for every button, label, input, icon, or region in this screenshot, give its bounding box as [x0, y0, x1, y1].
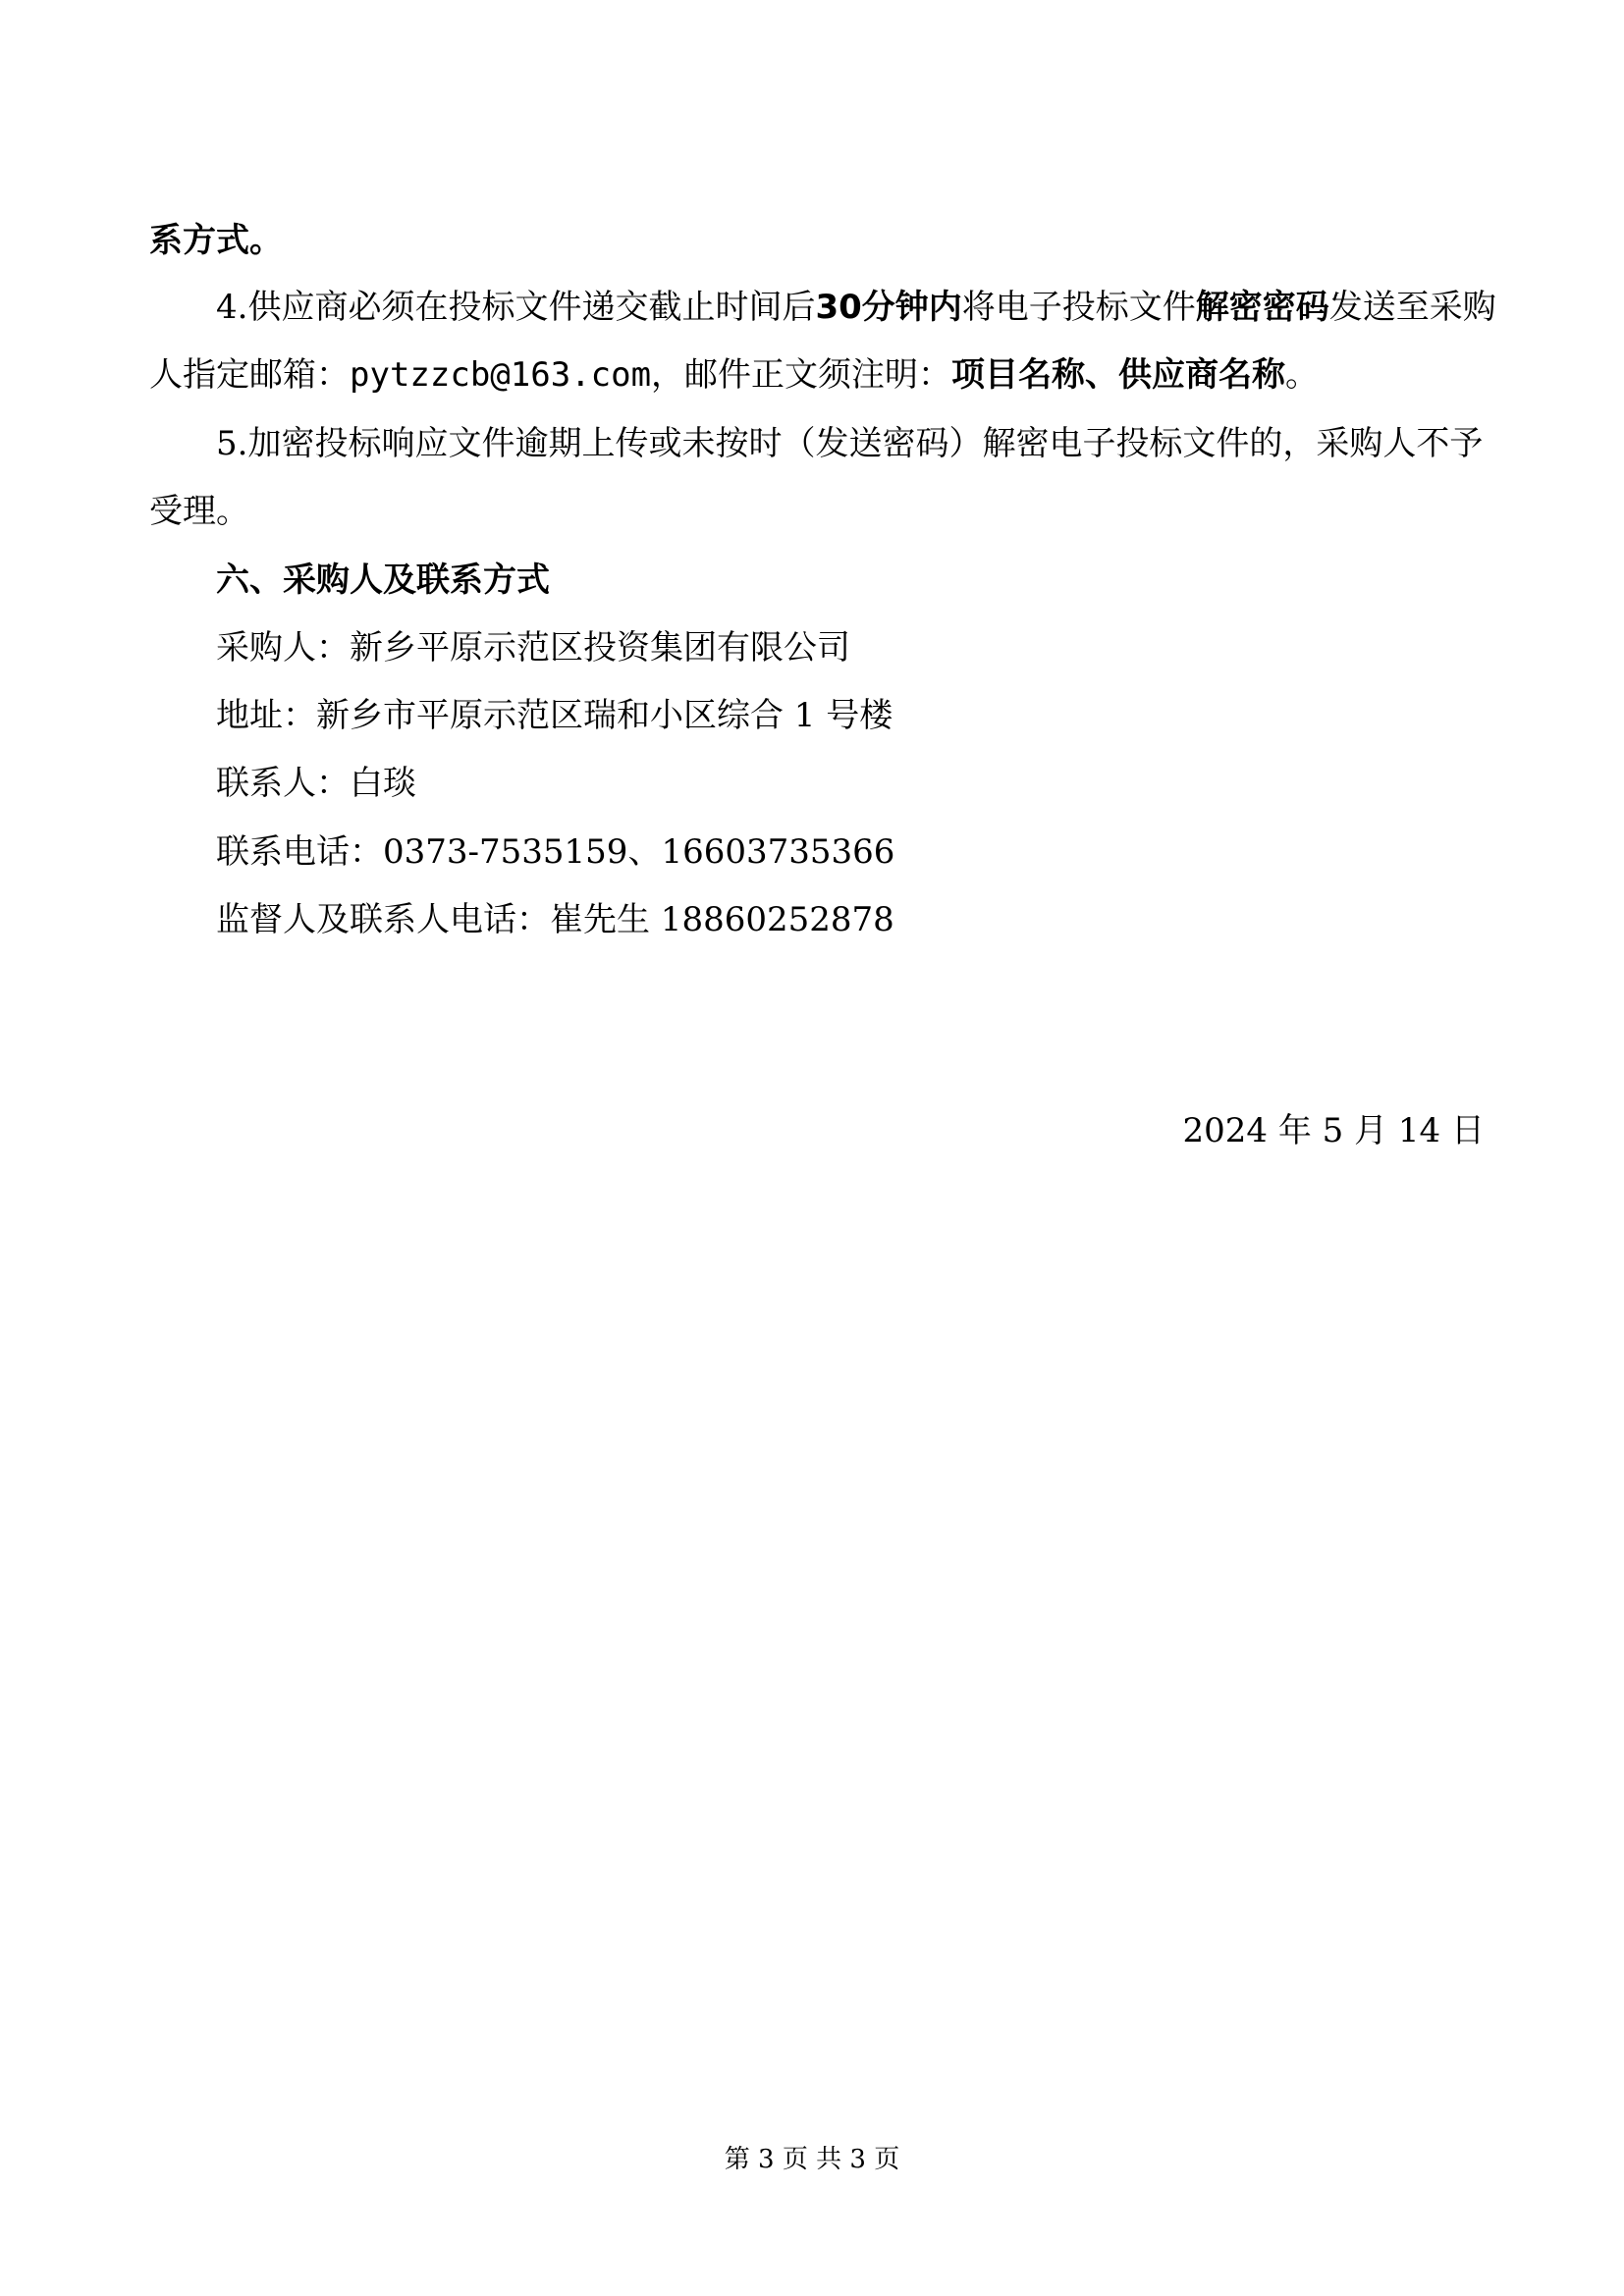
p4-bold-deadline: 30分钟内 [815, 288, 962, 327]
contact-address: 地址：新乡市平原示范区瑞和小区综合 1 号楼 [216, 696, 893, 735]
paragraph-5-line-1: 5.加密投标响应文件逾期上传或未按时（发送密码）解密电子投标文件的，采购人不予 [216, 424, 1484, 463]
section-heading: 六、采购人及联系方式 [216, 561, 550, 600]
p4-bold-password: 解密密码 [1195, 288, 1329, 327]
p4-text-3: 发送至采购 [1328, 288, 1496, 327]
p4-text-2: 将电子投标文件 [961, 288, 1196, 327]
paragraph-4-line-1 [216, 288, 1496, 327]
paragraph-continuation: 系方式。 [149, 221, 283, 260]
p4-line2-text-2: ，邮件正文须注明： [651, 355, 952, 395]
p4-line2-text-3: 。 [1285, 355, 1320, 395]
paragraph-4-line-2 [149, 355, 1485, 395]
contact-person: 联系人：白琰 [216, 764, 416, 803]
page-footer: 第 3 页 共 3 页 [724, 2145, 900, 2174]
email-address: pytzzcb@163.com [350, 355, 652, 395]
p4-text-1: 4.供应商必须在投标文件递交截止时间后 [216, 288, 816, 327]
contact-supervisor: 监督人及联系人电话：崔先生 18860252878 [216, 900, 894, 939]
p4-bold-required-fields: 项目名称、供应商名称 [951, 355, 1286, 395]
contact-purchaser: 采购人：新乡平原示范区投资集团有限公司 [216, 628, 850, 667]
paragraph-5-line-2: 受理。 [149, 492, 249, 531]
contact-phone: 联系电话：0373-7535159、16603735366 [216, 832, 895, 872]
p4-line2-text-1: 人指定邮箱： [149, 355, 350, 395]
document-date: 2024 年 5 月 14 日 [1182, 1111, 1485, 1150]
